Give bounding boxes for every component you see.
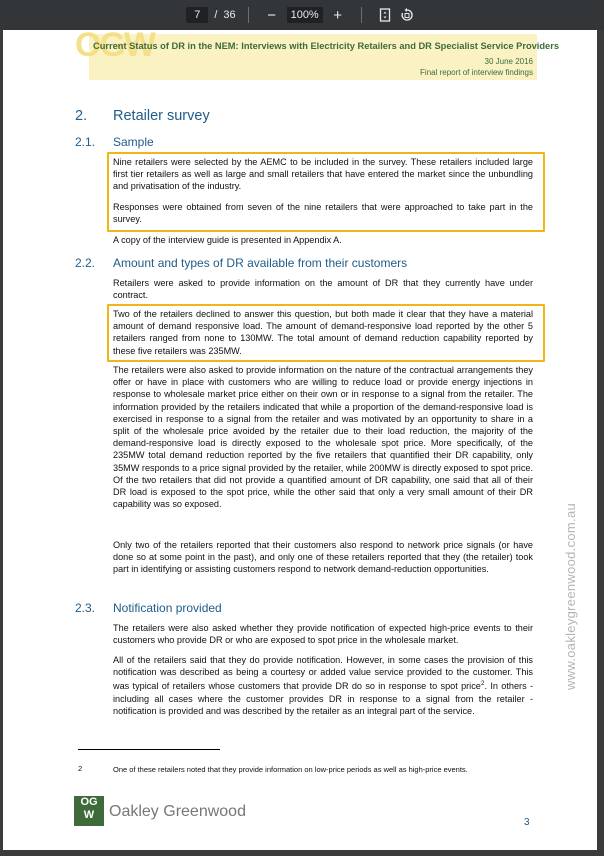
paragraph: Responses were obtained from seven of the nine retailers that were approached to take part in the survey. [113, 202, 533, 225]
footnote-number: 2 [78, 764, 83, 773]
footer-logo: OG W [74, 796, 104, 826]
subsection-heading-sample [75, 135, 154, 149]
subsection-title: Amount and types of DR available from their customers [113, 256, 408, 270]
zoom-level-input[interactable]: 100% [287, 7, 323, 23]
paragraph: The retailers were also asked whether they provide notification of expected high-price events to their customers who provide DR or who are exposed to spot price in the wholesale market. [113, 623, 533, 646]
header-title: Current Status of DR in the NEM: Interviews with Electricity Retailers and DR Specialist Service Providers [93, 41, 560, 51]
document-page [3, 30, 597, 850]
subsection-title: Sample [113, 135, 154, 149]
footnote-rule [78, 749, 220, 750]
subsection-title: Notification provided [113, 601, 222, 615]
fit-page-icon [379, 8, 391, 22]
header-subtitle: Final report of interview findings [420, 68, 533, 77]
page-number: 3 [524, 817, 530, 828]
footer-brand: Oakley Greenwood [109, 803, 246, 820]
paragraph-text: . In others - including all cases where the customer provides DR in response to a signal from the retailer - notification is provided and was described by the retailer as an integral part of the service. [113, 681, 533, 716]
section-title: Retailer survey [113, 108, 210, 124]
toolbar-divider [361, 7, 362, 23]
paragraph: The retailers were also asked to provide information on the nature of the contractual arrangements they offer or have in place with customers who are willing to reduce load or provide energy injections in response to wholesale market price either on their own or in response to a signal from the retailer. The information provided by the retailers indicated that while a proportion of the demand-responsive load is exercised in response to a signal from the retailer and was motivated by an opportunity to share in a split of the wholesale price avoided by the retailer due to their load reduction, the majority of the demand-responsive load is directly exposed to the wholesale spot price. More specifically, of the 235MW total demand reduction reported by the five retailers that quantified their DR capability, only 35MW responds to a price signal provided by the retailer, while 200MW is directly exposed to spot price. Of the two retailers that did not provide a quantified amount of DR capability, one said that all of their DR load is exposed to the spot price, while the other said that only a very small amount of their DR capability was so exposed. [113, 365, 533, 510]
paragraph: Two of the retailers declined to answer this question, but both made it clear that they have a material amount of demand responsive load. The amount of demand-responsive load reported by the other 5 retailers ranged from none to 130MW. The total amount of demand reduction capability reported by these five retailers was 235MW. [113, 309, 533, 356]
paragraph: Only two of the retailers reported that their customers also respond to network price signals (or have done so at some point in the past), and only one of these retailers reported that they (the retailer) took part in identifying or assisting customers respond to network demand-reduction opportunities. [113, 540, 533, 575]
subsection-number: 2.3. [75, 601, 96, 615]
footnote-text: One of these retailers noted that they provide information on low-price periods as well as high-price events. [113, 765, 468, 774]
rotate-button[interactable] [396, 4, 418, 26]
zoom-in-button[interactable]: + [333, 6, 343, 24]
subsection-number: 2.1. [75, 135, 96, 149]
paragraph: Nine retailers were selected by the AEMC to be included in the survey. These retailers included large first tier retailers as well as large and small retailers that have entered the market since the unbundling and privatisation of the industry. [113, 157, 533, 192]
page-separator: / [214, 9, 218, 21]
rotate-icon [400, 8, 414, 22]
paragraph-text: All of the retailers said that they do provide notification. However, in some cases the provision of this notification was described as being a courtesy or added value service provided to the customer. This was typical of retailers whose customers that provide DR do so in response to spot price [113, 655, 533, 692]
subsection-heading-notification [75, 601, 222, 615]
section-number: 2. [75, 108, 88, 124]
header-logo: OGW [75, 30, 154, 64]
toolbar-divider [248, 7, 249, 23]
current-page-input[interactable]: 7 [186, 7, 208, 23]
zoom-out-button[interactable]: − [267, 6, 277, 24]
subsection-heading-amount [75, 256, 407, 270]
footnote-ref[interactable]: 2 [480, 680, 485, 688]
subsection-number: 2.2. [75, 256, 96, 270]
paragraph: Retailers were asked to provide information on the amount of DR that they currently have under contract. [113, 278, 533, 301]
fit-page-button[interactable] [374, 4, 396, 26]
pdf-toolbar [0, 0, 604, 30]
section-heading [75, 108, 210, 124]
paragraph [113, 654, 533, 717]
watermark: www.oakleygreenwood.com.au [563, 502, 578, 690]
total-pages: 36 [223, 9, 236, 21]
paragraph: A copy of the interview guide is presented in Appendix A. [113, 235, 342, 245]
header-date: 30 June 2016 [484, 57, 533, 66]
